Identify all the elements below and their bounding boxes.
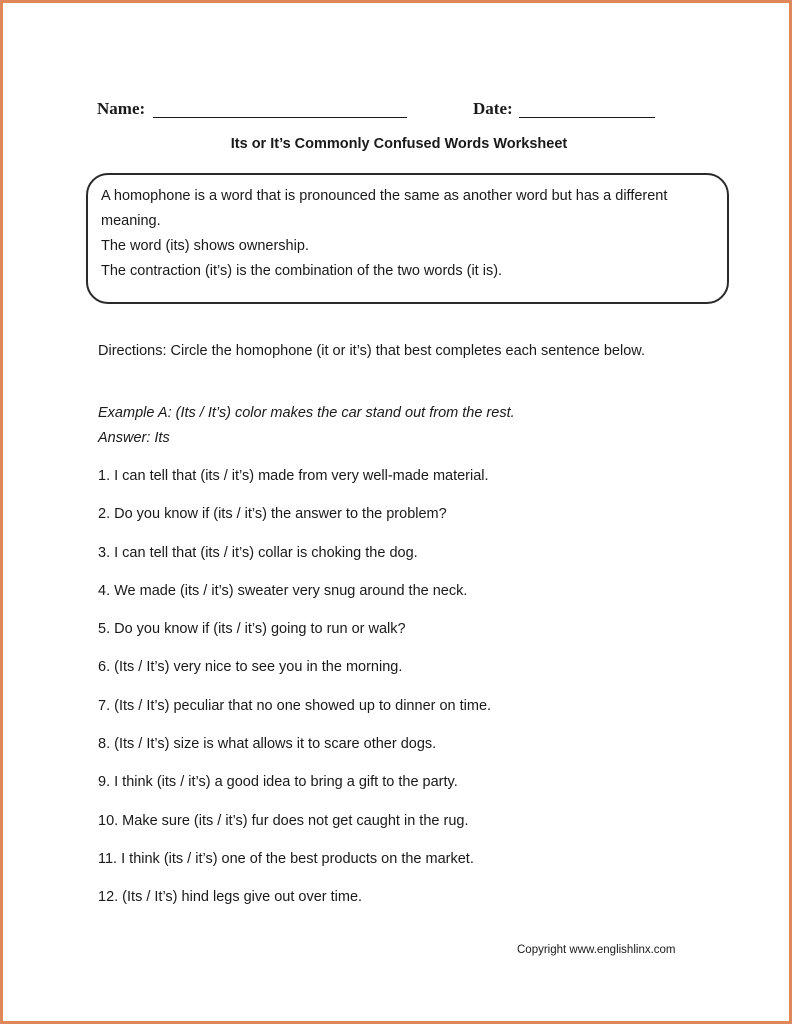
worksheet-title: Its or It’s Commonly Confused Words Worksheet [230,136,568,152]
question-item[interactable]: 3. I can tell that (its / it’s) collar is choking the dog. [98,544,418,561]
question-item[interactable]: 11. I think (its / it’s) one of the best products on the market. [98,850,474,867]
question-item[interactable]: 6. (Its / It’s) very nice to see you in the morning. [98,659,403,676]
definition-line: The word (its) shows ownership. [101,238,309,254]
question-item[interactable]: 1. I can tell that (its / it’s) made from very well-made material. [98,468,489,484]
question-item[interactable]: 10. Make sure (its / it’s) fur does not get caught in the rug. [98,812,469,829]
question-item[interactable]: 9. I think (its / it’s) a good idea to bring a gift to the party. [98,774,458,791]
example-question: Example A: (Its / It’s) color makes the car stand out from the rest. [98,405,515,421]
question-item[interactable]: 7. (Its / It’s) peculiar that no one showed up to dinner on time. [98,697,492,714]
name-label: Name: [97,99,146,118]
name-date-header [95,95,665,125]
example-answer: Answer: Its [98,429,170,446]
copyright-notice: Copyright www.englishlinx.com [517,944,676,956]
definition-line: The contraction (it’s) is the combination of the two words (it is). [101,263,503,279]
example-block [98,401,698,450]
question-item[interactable]: 2. Do you know if (its / it’s) the answer to the problem? [98,506,447,523]
definition-box [86,173,729,304]
question-item[interactable]: 12. (Its / It’s) hind legs give out over time. [98,889,363,906]
definition-line: A homophone is a word that is pronounced the same as another word but has a different meaning. [101,188,668,229]
name-blank-line[interactable] [153,117,407,118]
question-item[interactable]: 4. We made (its / it’s) sweater very snug around the neck. [98,582,468,599]
question-item[interactable]: 8. (Its / It’s) size is what allows it to scare other dogs. [98,736,437,753]
directions-text: Directions: Circle the homophone (it or it’s) that best completes each sentence below. [98,343,645,359]
question-list [98,463,738,923]
date-blank-line[interactable] [519,117,655,118]
date-label: Date: [473,99,513,118]
question-item[interactable]: 5. Do you know if (its / it’s) going to run or walk? [98,621,406,638]
